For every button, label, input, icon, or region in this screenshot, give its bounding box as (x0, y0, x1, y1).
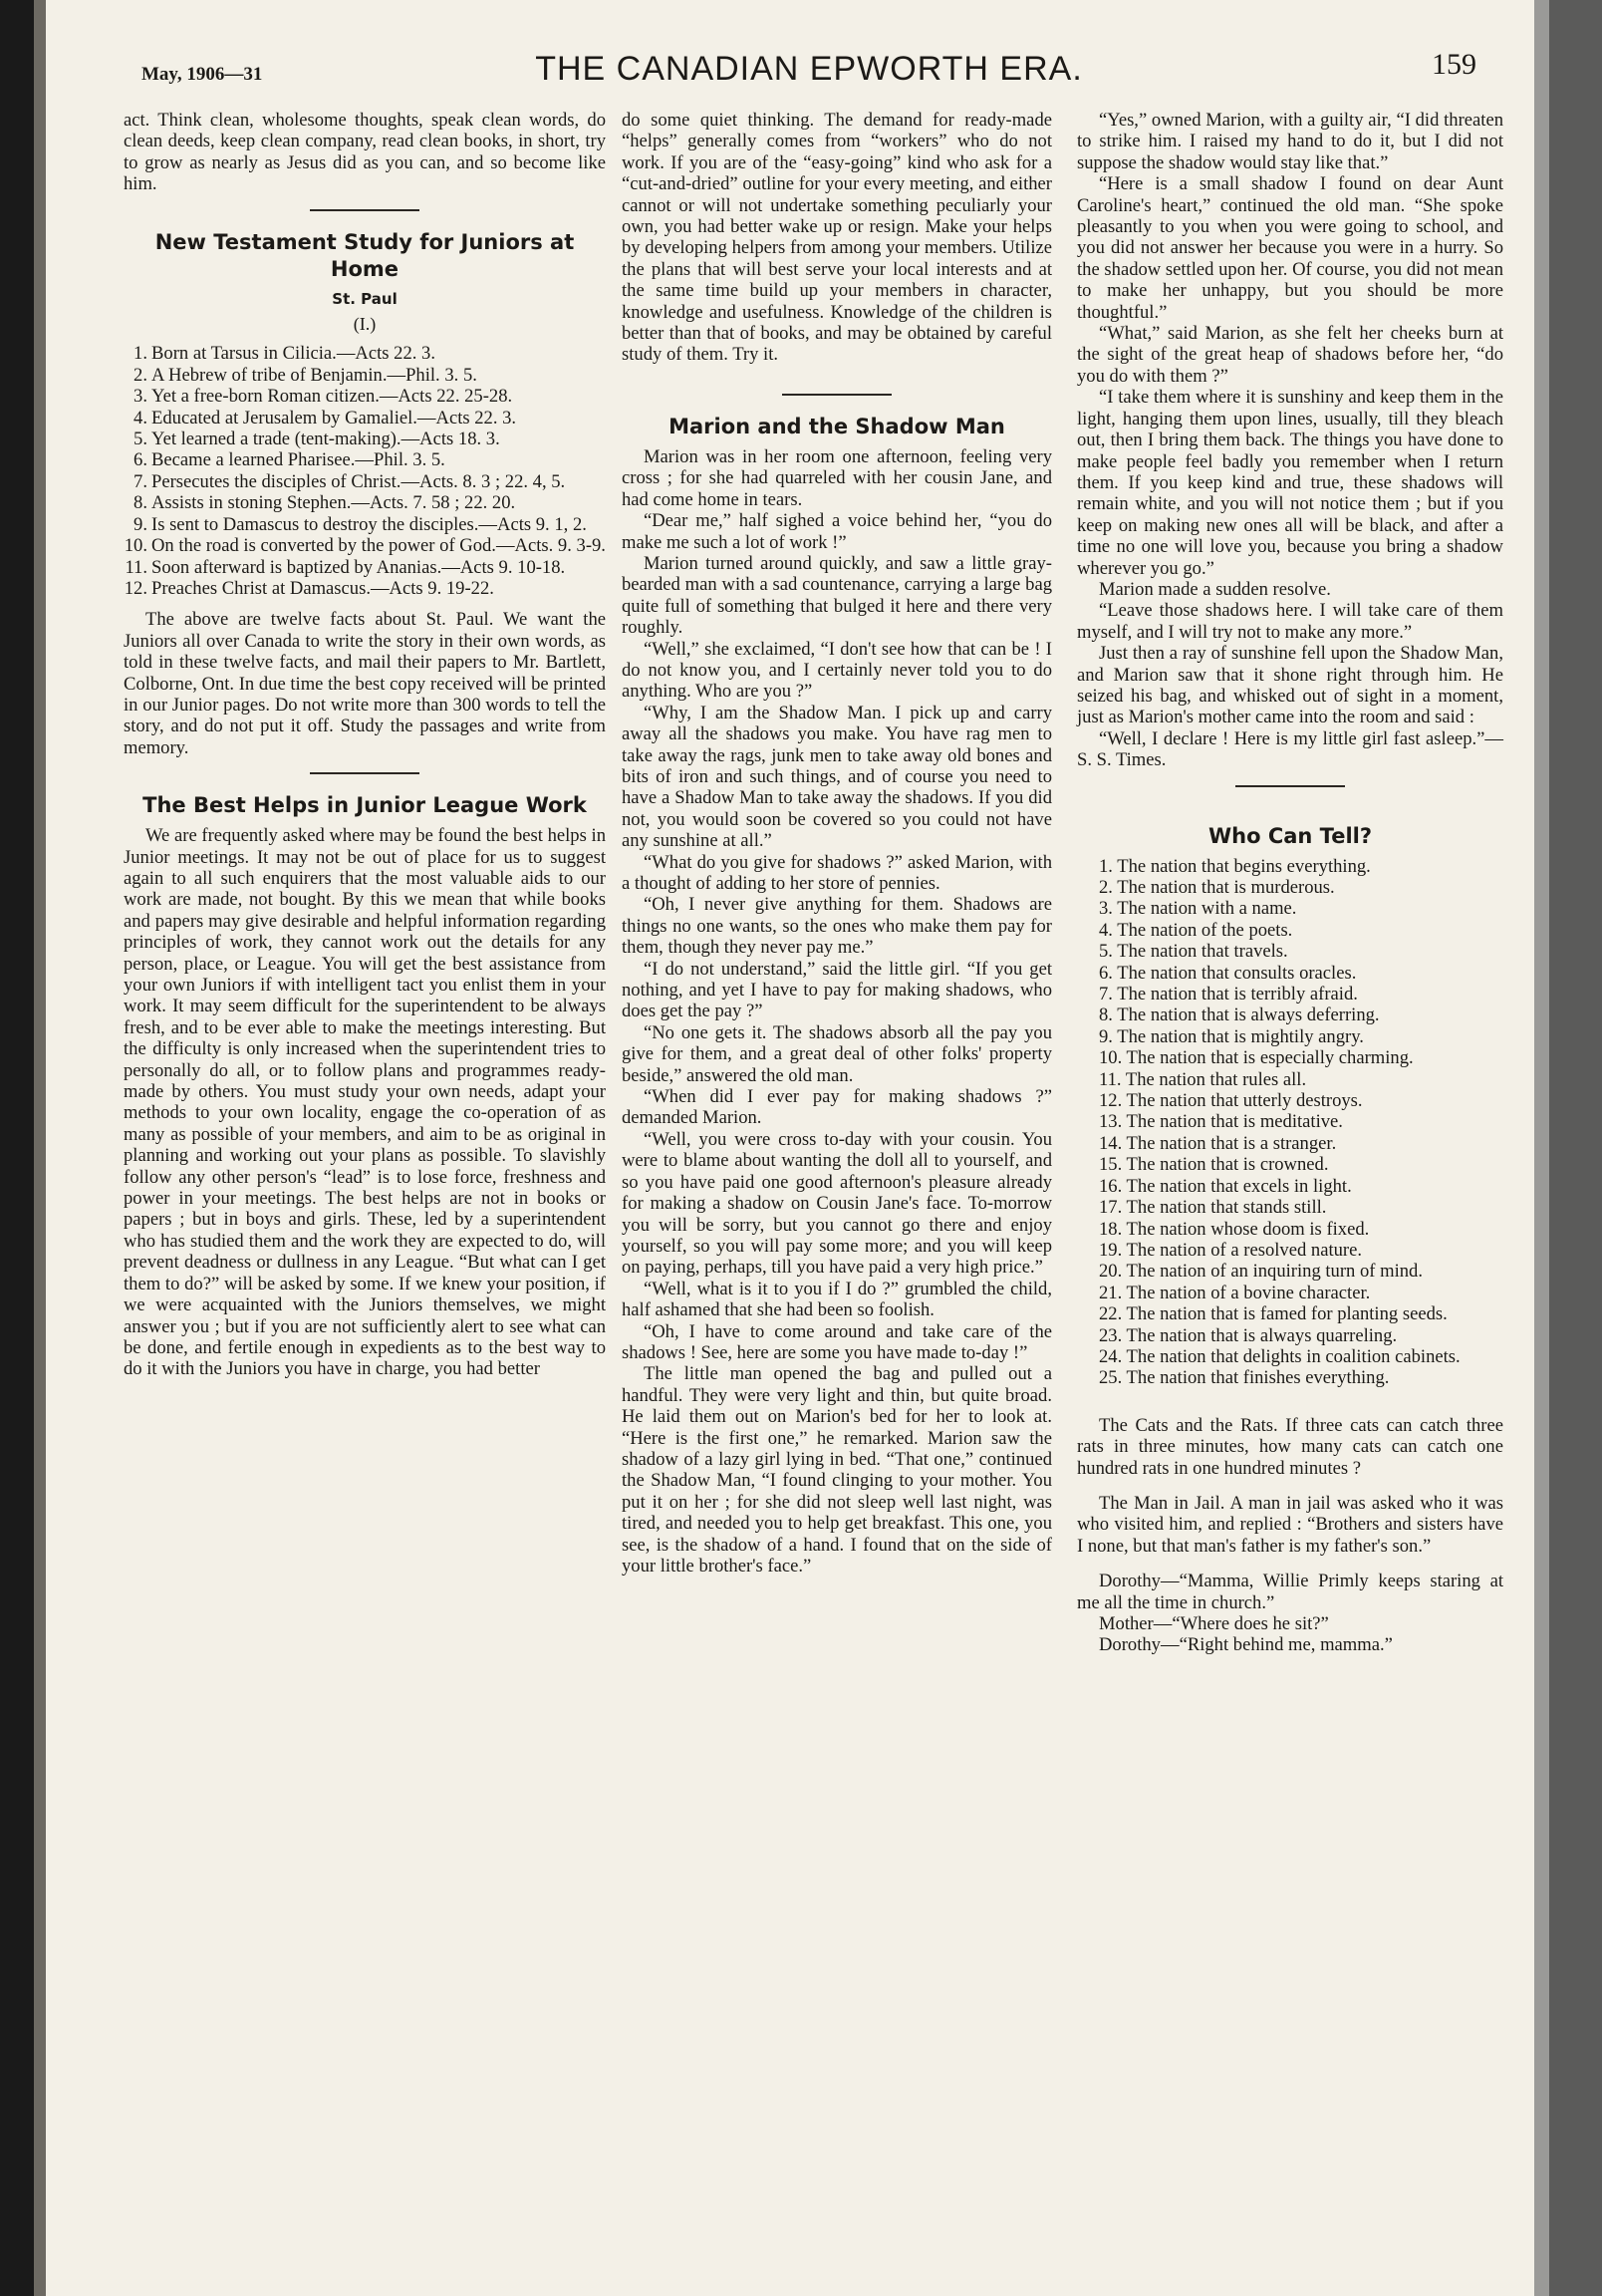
story-paragraph: “What,” said Marion, as she felt her cheeks burn at the sight of the great heap of shadows before her, “do you do with them ?” (1077, 323, 1503, 387)
quiz-item: 13. The nation that is meditative. (1099, 1111, 1343, 1133)
fact-item (124, 471, 606, 492)
nt-study-part: (I.) (353, 314, 377, 335)
joke-line: Dorothy—“Right behind me, mamma.” (1099, 1634, 1393, 1656)
story-paragraph: “No one gets it. The shadows absorb all the pay you give for them, and a great deal of other folks' property beside,” answered the old man. (622, 1021, 1052, 1086)
fact-item (124, 365, 606, 386)
fact-number: 5. (134, 429, 147, 450)
fact-number: 1. (134, 343, 147, 365)
story-paragraph: Just then a ray of sunshine fell upon the Shadow Man, and Marion saw that it shone right through him. He seized his bag, and whisked out of sight in a moment, just as Marion's mother came into the room and said : (1077, 643, 1503, 728)
shadow-man-story (622, 446, 1052, 1578)
story-paragraph: “Well,” she exclaimed, “I don't see how that can be ! I do not know you, and I certainly never told you to do anything. Who are you ?” (622, 638, 1052, 703)
page-header (141, 48, 1476, 98)
nt-study-subtitle: St. Paul (332, 289, 398, 308)
fact-item (124, 343, 606, 364)
scan-border-left (0, 0, 34, 2296)
quiz-item: 14. The nation that is a stranger. (1099, 1132, 1337, 1154)
story-paragraph: The little man opened the bag and pulled out a handful. They were very light and thin, but quite broad. He laid them out on Marion's bed for her to look at. “Here is the first one,” he remarked. Marion saw the shadow of a lazy girl lying in bed. “That one,” continued the Shadow Man, “I found clinging to your mother. You put it on her ; for she did not sleep well last night, was tired, and needed you to help get breakfast. This one, you see, is the shadow of a hand. I found that on the side of your little brother's face.” (622, 1363, 1052, 1577)
story-paragraph: “Leave those shadows here. I will take care of them myself, and I will try not to make any more.” (1077, 600, 1503, 643)
quiz-item: 22. The nation that is famed for planting seeds. (1099, 1303, 1448, 1325)
issue-date: May, 1906—31 (141, 64, 263, 85)
divider (782, 394, 892, 396)
fact-number: 10. (124, 535, 147, 557)
fact-item (124, 449, 606, 470)
story-paragraph: “Oh, I never give anything for them. Shadows are things no one wants, so the ones who make them pay for them, though they never pay me.” (622, 894, 1052, 959)
who-can-tell-list (1077, 856, 1503, 1389)
divider (310, 209, 419, 211)
story-paragraph: “Yes,” owned Marion, with a guilty air, “I did threaten to strike him. I raised my hand to do it, but I did not suppose the shadow would stay like that.” (1077, 110, 1503, 173)
best-helps-title: The Best Helps in Junior League Work (142, 793, 587, 818)
joke-line: Mother—“Where does he sit?” (1099, 1613, 1329, 1634)
fact-number: 7. (134, 470, 147, 492)
page-number: 159 (1432, 48, 1476, 81)
fact-text: A Hebrew of tribe of Benjamin.—Phil. 3. 5. (151, 364, 477, 386)
quiz-item: 2. The nation that is murderous. (1099, 877, 1335, 898)
story-paragraph: “Oh, I have to come around and take care of the shadows ! See, here are some you have made to-day !” (622, 1320, 1052, 1363)
fact-item (124, 557, 606, 578)
fact-item (124, 429, 606, 449)
joke-line: Dorothy—“Mamma, Willie Primly keeps staring at me all the time in church.” (1077, 1571, 1503, 1613)
intro-paragraph: act. Think clean, wholesome thoughts, speak clean words, do clean deeds, keep clean company, read clean books, in short, try to grow as nearly as Jesus did as you can, and so become like him. (124, 110, 606, 195)
fact-text: On the road is converted by the power of God.—Acts. 9. 3-9. (151, 535, 606, 557)
story-paragraph: “Why, I am the Shadow Man. I pick up and carry away all the shadows you make. You have rag men to take away the rags, junk men to take away old bones and bits of iron and such things, and of course you need to have a Shadow Man to take away the shadows. If you did not, you would soon be covered so you could not have any sunshine at all.” (622, 702, 1052, 852)
quiz-item: 23. The nation that is always quarreling. (1099, 1324, 1398, 1346)
fact-text: Born at Tarsus in Cilicia.—Acts 22. 3. (151, 343, 435, 365)
story-paragraph: “Well, you were cross to-day with your cousin. You were to blame about wanting the doll all to yourself, and so you have paid one good afternoon's pleasure already for making a shadow on Cousin Jane's face. To-morrow you will be sorry, but you cannot go there and enjoy yourself, so you will pay some more; and you will keep on paying, perhaps, till you have paid a very high price.” (622, 1128, 1052, 1279)
quiz-item: 17. The nation that stands still. (1099, 1197, 1327, 1219)
quiz-item: 20. The nation of an inquiring turn of mind. (1099, 1261, 1424, 1283)
quiz-item: 7. The nation that is terribly afraid. (1099, 984, 1358, 1005)
fact-text: Yet learned a trade (tent-making).—Acts 18. 3. (151, 429, 500, 450)
story-paragraph: “I take them where it is sunshiny and keep them in the light, hanging them upon lines, usually, till they bleach out, then I bring them back. The things you have done to make people feel badly you remember when I return them. If you keep kind and true, these shadows will remain white, and you will not notice them ; but if you keep on making new ones all will be black, and after a time no one will love you, because you bring a shadow wherever you go.” (1077, 387, 1503, 579)
best-helps-paragraph: We are frequently asked where may be found the best helps in Junior meetings. It may not be out of place for us to suggest again to all such enquirers that the most valuable aids to our work are made, not bought. By this we mean that while books and papers may give desirable and helpful information regarding principles of work, they cannot work out the details for any person, place, or League. You will get the best assistance from your own Juniors if with intelligent tact you enlist them in your work. It may seem difficult for the superintendent to be always fresh, and to be ever able to make the meetings interesting. But the difficulty is only increased when the superintendent tries to personally do all, or to follow plans and programmes ready-made by others. You must study your own needs, adapt your methods to your own locality, engage the co-operation of as many as possible of your members, and aim to be as original in planning and working out your plans as possible. To slavishly follow any other person's “lead” is to lose force, freshness and power in your meetings. The best helps are not in books or papers ; but in boys and girls. These, led by a superintendent who has studied them and the work they are expected to do, will prevent deadness or dullness in any League. “But what can I get them to do?” will be asked by some. If we knew your position, if we were acquainted with the Juniors themselves, we might answer you ; but if you are not sufficiently alert to see what can be done, and fertile enough in expedients as to the best way to do it with the Juniors you have in charge, you had better (124, 825, 606, 1380)
quiz-item: 25. The nation that finishes everything. (1099, 1367, 1390, 1389)
story-paragraph: “Well, what is it to you if I do ?” grumbled the child, half ashamed that she had been so foolish. (622, 1278, 1052, 1321)
story-paragraph: “I do not understand,” said the little girl. “If you get nothing, and yet I have to pay for making shadows, who does get the pay ?” (622, 958, 1052, 1022)
divider (1235, 785, 1345, 787)
quiz-item: 4. The nation of the poets. (1099, 919, 1293, 941)
story-paragraph: “Dear me,” half sighed a voice behind her, “you do make me such a lot of work !” (622, 510, 1052, 553)
fact-text: Educated at Jerusalem by Gamaliel.—Acts 22. 3. (151, 407, 517, 429)
best-helps-continued: do some quiet thinking. The demand for ready-made “helps” generally comes from “workers” who do not work. If you are of the “easy-going” kind who ask for a “cut-and-dried” outline for your every meeting, and either cannot or will not undertake something peculiarly your own, you had better wake up or resign. Make your helps by developing helpers from among your members. Utilize the plans that will best serve your local interests and at the same time build up your members in character, knowledge and usefulness. Knowledge of the children is better than that of books, and may be obtained by careful study of them. Try it. (622, 110, 1052, 366)
magazine-title: THE CANADIAN EPWORTH ERA. (535, 50, 1083, 88)
cats-rats-puzzle: The Cats and the Rats. If three cats can catch three rats in three minutes, how many cats can catch one hundred rats in one hundred minutes ? (1077, 1414, 1503, 1479)
scan-border-right-dark (1549, 0, 1602, 2296)
column-right (1077, 110, 1503, 1656)
page-binding-edge (34, 0, 46, 2296)
quiz-item: 8. The nation that is always deferring. (1099, 1004, 1380, 1026)
fact-text: Preaches Christ at Damascus.—Acts 9. 19-22. (151, 577, 494, 599)
quiz-item: 12. The nation that utterly destroys. (1099, 1090, 1363, 1112)
fact-number: 4. (134, 407, 147, 429)
shadow-man-story-continued (1077, 110, 1503, 771)
fact-number: 8. (134, 492, 147, 514)
dorothy-joke (1077, 1571, 1503, 1656)
quiz-item: 19. The nation of a resolved nature. (1099, 1239, 1363, 1261)
story-paragraph: “What do you give for shadows ?” asked Marion, with a thought of adding to her store of pennies. (622, 851, 1052, 894)
quiz-item: 11. The nation that rules all. (1099, 1068, 1307, 1090)
facts-list (124, 343, 606, 599)
quiz-item: 24. The nation that delights in coalition cabinets. (1099, 1345, 1461, 1367)
man-in-jail-puzzle: The Man in Jail. A man in jail was asked who it was who visited him, and replied : “Brothers and sisters have I none, but that man's father is my father's son.” (1077, 1492, 1503, 1557)
story-paragraph: “Here is a small shadow I found on dear Aunt Caroline's heart,” continued the old man. “She spoke pleasantly to you when you were going to school, and you did not answer her because you were in a hurry. So the shadow settled upon her. Of course, you did not mean to make her unhappy, but you should be more thoughtful.” (1077, 173, 1503, 323)
fact-number: 2. (134, 364, 147, 386)
column-middle (622, 110, 1052, 1577)
fact-text: Persecutes the disciples of Christ.—Acts. 8. 3 ; 22. 4, 5. (151, 470, 566, 492)
quiz-item: 9. The nation that is mightily angry. (1099, 1025, 1364, 1047)
fact-item (124, 408, 606, 429)
story-paragraph: Marion was in her room one afternoon, feeling very cross ; for she had quarreled with her cousin Jane, and had come home in tears. (622, 445, 1052, 510)
quiz-item: 6. The nation that consults oracles. (1099, 962, 1357, 984)
fact-item (124, 578, 606, 599)
fact-number: 6. (134, 449, 147, 471)
nt-closing-paragraph: The above are twelve facts about St. Paul. We want the Juniors all over Canada to write the story in their own words, as told in these twelve facts, and mail their papers to Mr. Bartlett, Colborne, Ont. In due time the best copy received will be printed in our Junior pages. Do not write more than 300 words to tell the story, and do not put it off. Study the passages and write from memory. (124, 609, 606, 758)
divider (310, 772, 419, 774)
story-paragraph: Marion turned around quickly, and saw a little gray-bearded man with a sad countenance, carrying a large bag quite full of something that bulged it here and there very roughly. (622, 552, 1052, 639)
quiz-item: 1. The nation that begins everything. (1099, 855, 1371, 877)
fact-number: 12. (124, 577, 147, 599)
fact-number: 11. (125, 556, 147, 578)
fact-text: Assists in stoning Stephen.—Acts. 7. 58 ; 22. 20. (151, 492, 516, 514)
fact-number: 9. (134, 513, 147, 535)
quiz-item: 18. The nation whose doom is fixed. (1099, 1218, 1370, 1240)
nt-study-title: New Testament Study for Juniors at Home (154, 229, 575, 281)
story-paragraph: “When did I ever pay for making shadows ?” demanded Marion. (622, 1086, 1052, 1129)
fact-item (124, 386, 606, 407)
fact-text: Soon afterward is baptized by Ananias.—Acts 9. 10-18. (151, 556, 566, 578)
column-left (124, 110, 606, 1380)
story-paragraph: Marion made a sudden resolve. (1099, 578, 1331, 600)
quiz-item: 15. The nation that is crowned. (1099, 1154, 1329, 1176)
fact-item (124, 492, 606, 513)
fact-item (124, 514, 606, 535)
quiz-item: 16. The nation that excels in light. (1099, 1175, 1352, 1197)
who-can-tell-title: Who Can Tell? (1207, 823, 1373, 848)
fact-number: 3. (134, 386, 147, 408)
shadow-man-title: Marion and the Shadow Man (668, 414, 1005, 438)
fact-text: Is sent to Damascus to destroy the disciples.—Acts 9. 1, 2. (151, 513, 587, 535)
quiz-item: 10. The nation that is especially charming. (1099, 1047, 1414, 1069)
fact-text: Yet a free-born Roman citizen.—Acts 22. 25-28. (151, 386, 513, 408)
magazine-page (46, 0, 1534, 2296)
fact-text: Became a learned Pharisee.—Phil. 3. 5. (151, 449, 445, 471)
story-paragraph: “Well, I declare ! Here is my little girl fast asleep.”—S. S. Times. (1077, 727, 1503, 771)
quiz-item: 5. The nation that travels. (1099, 941, 1288, 963)
fact-item (124, 535, 606, 556)
quiz-item: 21. The nation of a bovine character. (1099, 1282, 1371, 1303)
quiz-item: 3. The nation with a name. (1099, 898, 1297, 920)
